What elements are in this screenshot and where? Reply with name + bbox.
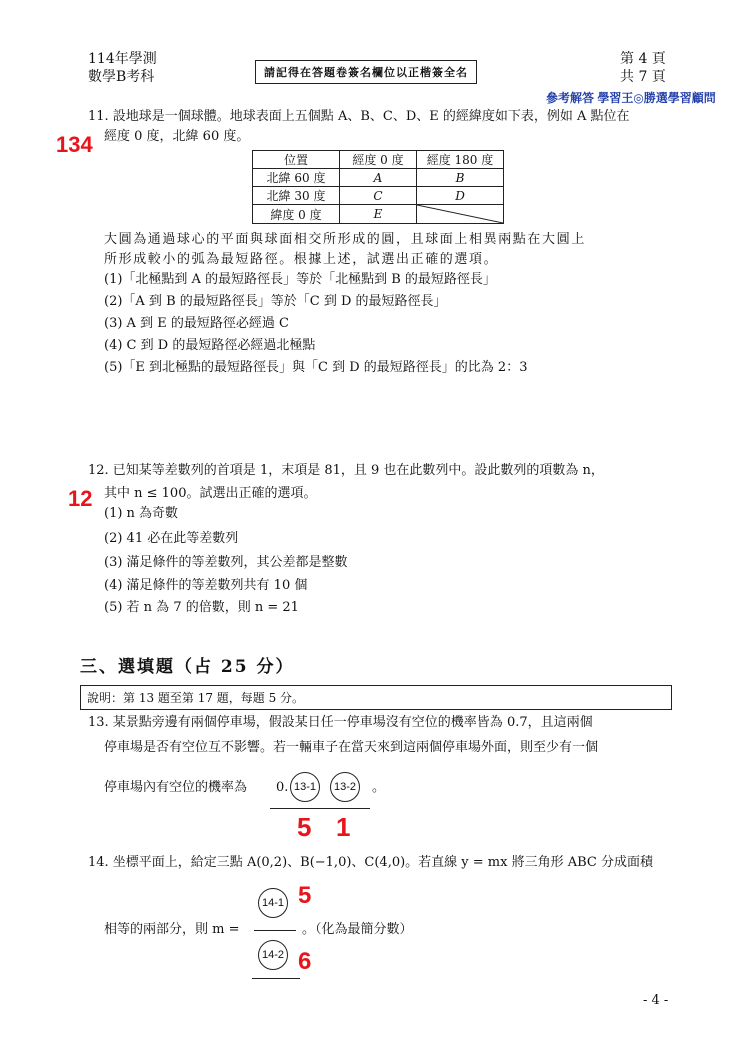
total-pages-label: 共 7 頁 <box>620 69 666 85</box>
q11-option-1: (1)「北極點到 A 的最短路徑長」等於「北極點到 B 的最短路徑長」 <box>104 272 496 287</box>
q13-suffix: 。 <box>372 780 386 795</box>
reference-answer-tag: 參考解答 學習王◎勝選學習顧問 <box>546 91 716 105</box>
q13-answer-box-1: 13-1 <box>290 772 320 802</box>
q11-para-line1: 大圓為通過球心的平面與球面相交所形成的圓，且球面上相異兩點在大圓上 <box>104 232 586 247</box>
q12-option-3: (3) 滿足條件的等差數列，其公差都是整數 <box>104 555 348 570</box>
q11-option-4: (4) C 到 D 的最短路徑必經過北極點 <box>104 338 316 353</box>
table-row <box>253 205 504 224</box>
q13-answer-digit-2: 1 <box>336 812 351 842</box>
section-instructions: 說明：第 13 題至第 17 題，每題 5 分。 <box>80 685 672 710</box>
q13-stem-line3: 停車場內有空位的機率為 <box>104 780 248 795</box>
q11-option-5: (5)「E 到北極點的最短路徑長」與「C 到 D 的最短路徑長」的比為 2：3 <box>104 360 528 375</box>
table-cell: C <box>340 187 417 205</box>
q11-para-line2: 所形成較小的弧為最短路徑。根據上述，試選出正確的選項。 <box>104 252 499 267</box>
q14-answer-box-denominator: 14-2 <box>258 940 288 970</box>
q11-coordinate-table <box>252 150 504 224</box>
q11-answer-mark: 134 <box>56 132 93 157</box>
table-cell: E <box>340 205 417 224</box>
q13-decimal-prefix: 0. <box>276 780 289 795</box>
signature-notice: 請記得在答題卷簽名欄位以正楷簽全名 <box>255 60 477 84</box>
q13-underline <box>270 808 370 809</box>
exam-subject: 數學B考科 <box>88 69 155 85</box>
footer-page-number: - 4 - <box>643 993 669 1008</box>
exam-year: 114年學測 <box>88 51 157 67</box>
q12-stem-line2: 其中 n ≤ 100。試選出正確的選項。 <box>104 486 317 501</box>
section-title: 三、選填題（占 25 分） <box>80 657 295 677</box>
table-header-row <box>253 151 504 169</box>
table-row <box>253 169 504 187</box>
q14-stem-line2: 相等的兩部分，則 m = <box>104 922 240 937</box>
table-cell: 北緯 30 度 <box>253 187 340 205</box>
table-cell: B <box>417 169 504 187</box>
table-header-cell: 位置 <box>253 151 340 169</box>
q14-answer-denominator: 6 <box>298 948 312 975</box>
table-cell: 北緯 60 度 <box>253 169 340 187</box>
q11-stem-line2: 經度 0 度，北緯 60 度。 <box>104 129 250 144</box>
q13-answer-digit-1: 5 <box>297 812 312 842</box>
q14-stem-suffix: 。（化為最簡分數） <box>302 922 413 937</box>
q12-option-2: (2) 41 必在此等差數列 <box>104 531 239 546</box>
q12-stem-line1: 12. 已知某等差數列的首項是 1，末項是 81，且 9 也在此數列中。設此數列的項數為 n， <box>88 463 604 478</box>
q11-option-2: (2)「A 到 B 的最短路徑長」等於「C 到 D 的最短路徑長」 <box>104 294 447 309</box>
diagonal-line <box>417 205 503 223</box>
table-header-cell: 經度 180 度 <box>417 151 504 169</box>
q14-stem-line1: 14. 坐標平面上，給定三點 A(0,2)、B(−1,0)、C(4,0)。若直線 y = mx 將三角形 ABC 分成面積 <box>88 855 653 870</box>
q13-answer-box-2: 13-2 <box>330 772 360 802</box>
page-number-label: 第 4 頁 <box>620 51 666 67</box>
q11-stem-line1: 11. 設地球是一個球體。地球表面上五個點 A、B、C、D、E 的經緯度如下表，例如 A 點位在 <box>88 109 630 124</box>
table-cell: A <box>340 169 417 187</box>
q12-option-5: (5) 若 n 為 7 的倍數，則 n = 21 <box>104 600 299 615</box>
q14-fraction-bar <box>254 930 296 931</box>
table-cell: D <box>417 187 504 205</box>
q13-stem-line2: 停車場是否有空位互不影響。若一輛車子在當天來到這兩個停車場外面，則至少有一個 <box>104 740 599 755</box>
table-header-cell: 經度 0 度 <box>340 151 417 169</box>
table-row <box>253 187 504 205</box>
table-cell-blank <box>417 205 504 224</box>
q14-answer-numerator: 5 <box>298 882 312 909</box>
q14-denominator-underline <box>252 978 300 979</box>
q11-option-3: (3) A 到 E 的最短路徑必經過 C <box>104 316 289 331</box>
q12-option-4: (4) 滿足條件的等差數列共有 10 個 <box>104 578 308 593</box>
q12-option-1: (1) n 為奇數 <box>104 506 179 521</box>
table-cell: 緯度 0 度 <box>253 205 340 224</box>
q12-answer-mark: 12 <box>68 486 93 511</box>
q14-answer-box-numerator: 14-1 <box>258 888 288 918</box>
q13-stem-line1: 13. 某景點旁邊有兩個停車場，假設某日任一停車場沒有空位的機率皆為 0.7，且這兩個 <box>88 715 593 730</box>
